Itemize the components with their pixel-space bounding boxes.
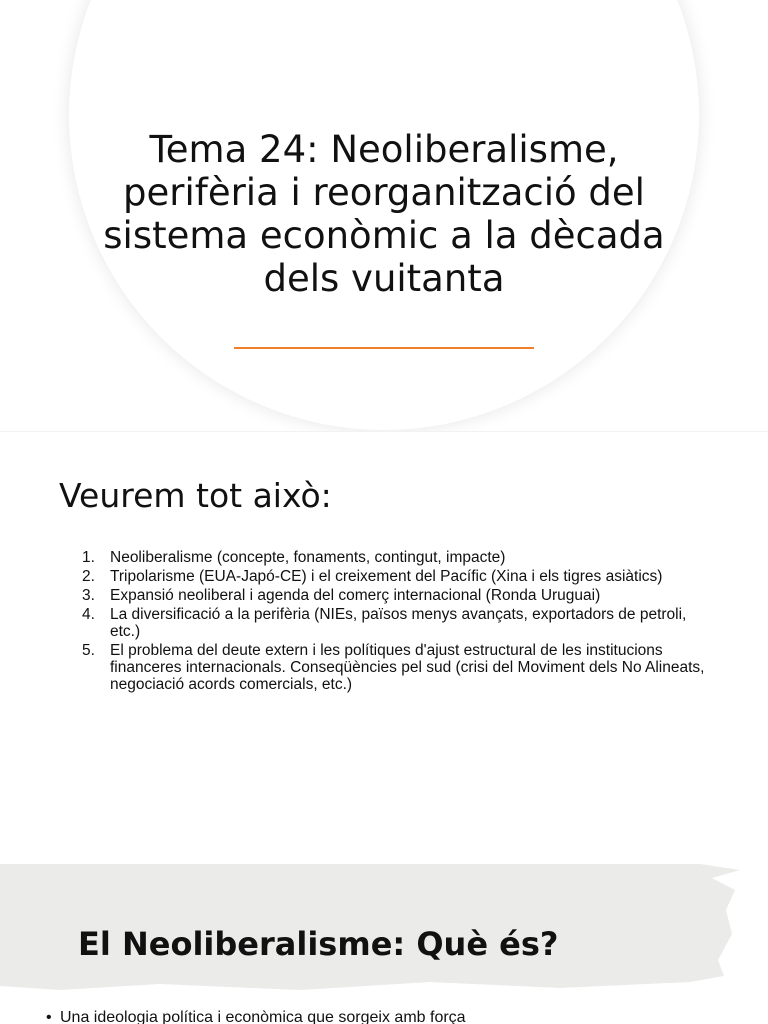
agenda-item-text: La diversificació a la perifèria (NIEs, països menys avançats, exportadors de petroli, etc.)	[110, 606, 687, 640]
agenda-item-text: Neoliberalisme (concepte, fonaments, contingut, impacte)	[110, 549, 506, 566]
agenda-item-text: El problema del deute extern i les polítiques d'ajust estructural de les institucions financeres internacionals. Conseqüències pel sud (crisi del Moviment dels No Alineats, negociació acords comercials, etc.)	[110, 642, 705, 693]
bullet-item	[46, 1008, 466, 1024]
bullet-dot: •	[46, 1009, 52, 1024]
definition-slide	[0, 864, 768, 1024]
agenda-item-text: Tripolarisme (EUA-Japó-CE) i el creixement del Pacífic (Xina i els tigres asiàtics)	[110, 568, 663, 585]
agenda-item-number: 3.	[82, 587, 95, 604]
section-title: El Neoliberalisme: Què és?	[78, 925, 559, 963]
agenda-title: Veurem tot això:	[59, 476, 332, 515]
slide-title: Tema 24: Neoliberalisme, perifèria i reorganització del sistema econòmic a la dècada dels vuitanta	[103, 128, 665, 300]
agenda-item	[75, 606, 715, 640]
agenda-item-number: 4.	[82, 606, 95, 623]
agenda-item-number: 5.	[82, 642, 95, 659]
agenda-slide	[0, 432, 768, 864]
agenda-list	[75, 549, 715, 695]
agenda-item	[75, 549, 715, 566]
agenda-item	[75, 642, 715, 693]
title-slide	[0, 0, 768, 432]
agenda-item-number: 1.	[82, 549, 95, 566]
agenda-item-number: 2.	[82, 568, 95, 585]
agenda-item-text: Expansió neoliberal i agenda del comerç internacional (Ronda Uruguai)	[110, 587, 601, 604]
agenda-item	[75, 568, 715, 585]
accent-divider	[234, 347, 534, 349]
bullet-text: Una ideologia política i econòmica que sorgeix amb força	[60, 1009, 466, 1024]
agenda-item	[75, 587, 715, 604]
